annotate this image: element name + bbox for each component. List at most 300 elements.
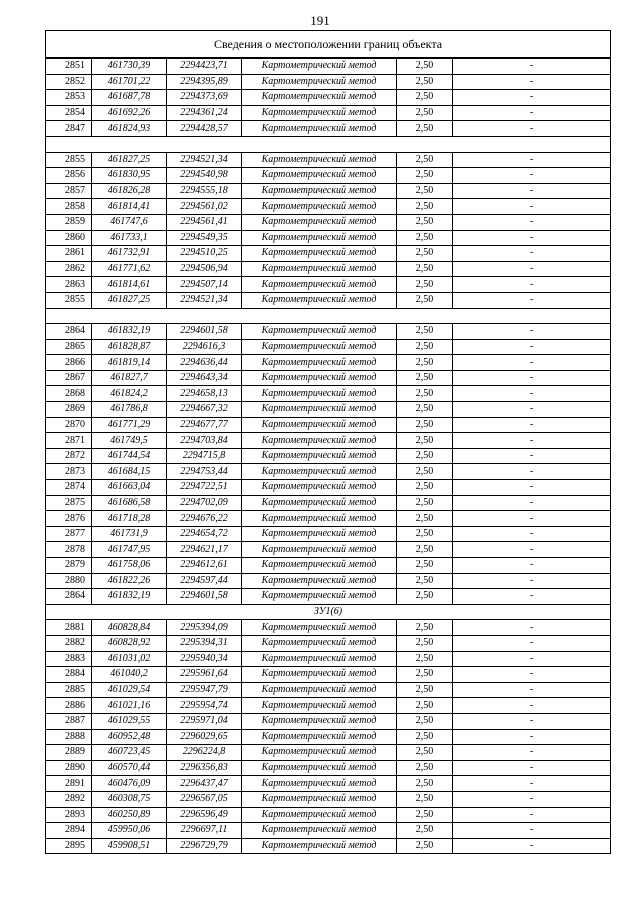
x-coordinate-cell: 461771,29 xyxy=(92,417,167,433)
point-number-cell: 2854 xyxy=(46,105,92,121)
accuracy-cell: 2,50 xyxy=(397,682,453,698)
x-coordinate-cell: 461749,5 xyxy=(92,433,167,449)
y-coordinate-cell: 2295394,09 xyxy=(167,620,242,636)
accuracy-cell: 2,50 xyxy=(397,402,453,418)
description-cell: - xyxy=(453,823,611,839)
method-cell: Картометрический метод xyxy=(242,370,397,386)
table-row xyxy=(46,261,611,277)
accuracy-cell: 2,50 xyxy=(397,74,453,90)
table-row xyxy=(46,402,611,418)
x-coordinate-cell: 461827,25 xyxy=(92,152,167,168)
x-coordinate-cell: 460570,44 xyxy=(92,760,167,776)
table-row xyxy=(46,480,611,496)
table-row xyxy=(46,339,611,355)
table-row xyxy=(46,713,611,729)
x-coordinate-cell: 461824,93 xyxy=(92,121,167,137)
accuracy-cell: 2,50 xyxy=(397,433,453,449)
description-cell: - xyxy=(453,667,611,683)
y-coordinate-cell: 2296697,11 xyxy=(167,823,242,839)
accuracy-cell: 2,50 xyxy=(397,386,453,402)
table-row xyxy=(46,838,611,854)
point-number-cell: 2870 xyxy=(46,417,92,433)
method-cell: Картометрический метод xyxy=(242,558,397,574)
x-coordinate-cell: 461771,62 xyxy=(92,261,167,277)
method-cell: Картометрический метод xyxy=(242,324,397,340)
method-cell: Картометрический метод xyxy=(242,838,397,854)
table-row xyxy=(46,355,611,371)
method-cell: Картометрический метод xyxy=(242,651,397,667)
y-coordinate-cell: 2295954,74 xyxy=(167,698,242,714)
x-coordinate-cell: 461824,2 xyxy=(92,386,167,402)
y-coordinate-cell: 2294601,58 xyxy=(167,324,242,340)
method-cell: Картометрический метод xyxy=(242,480,397,496)
point-number-cell: 2866 xyxy=(46,355,92,371)
table-row xyxy=(46,464,611,480)
x-coordinate-cell: 461031,02 xyxy=(92,651,167,667)
x-coordinate-cell: 461826,28 xyxy=(92,183,167,199)
description-cell: - xyxy=(453,729,611,745)
table-row xyxy=(46,589,611,605)
method-cell: Картометрический метод xyxy=(242,464,397,480)
description-cell: - xyxy=(453,776,611,792)
separator-cell xyxy=(46,308,611,324)
method-cell: Картометрический метод xyxy=(242,635,397,651)
description-cell: - xyxy=(453,58,611,74)
table-row xyxy=(46,370,611,386)
y-coordinate-cell: 2294643,34 xyxy=(167,370,242,386)
x-coordinate-cell: 461040,2 xyxy=(92,667,167,683)
point-number-cell: 2861 xyxy=(46,246,92,262)
x-coordinate-cell: 461827,25 xyxy=(92,292,167,308)
y-coordinate-cell: 2295947,79 xyxy=(167,682,242,698)
x-coordinate-cell: 461828,87 xyxy=(92,339,167,355)
method-cell: Картометрический метод xyxy=(242,246,397,262)
y-coordinate-cell: 2294540,98 xyxy=(167,168,242,184)
method-cell: Картометрический метод xyxy=(242,386,397,402)
description-cell: - xyxy=(453,74,611,90)
y-coordinate-cell: 2294715,8 xyxy=(167,448,242,464)
point-number-cell: 2891 xyxy=(46,776,92,792)
point-number-cell: 2875 xyxy=(46,495,92,511)
x-coordinate-cell: 461744,54 xyxy=(92,448,167,464)
accuracy-cell: 2,50 xyxy=(397,230,453,246)
point-number-cell: 2893 xyxy=(46,807,92,823)
accuracy-cell: 2,50 xyxy=(397,589,453,605)
table-row xyxy=(46,152,611,168)
x-coordinate-cell: 461814,61 xyxy=(92,277,167,293)
table-row xyxy=(46,791,611,807)
table-row xyxy=(46,74,611,90)
y-coordinate-cell: 2294373,69 xyxy=(167,90,242,106)
accuracy-cell: 2,50 xyxy=(397,292,453,308)
y-coordinate-cell: 2294703,84 xyxy=(167,433,242,449)
point-number-cell: 2874 xyxy=(46,480,92,496)
table-title-row xyxy=(46,31,611,59)
description-cell: - xyxy=(453,620,611,636)
point-number-cell: 2851 xyxy=(46,58,92,74)
accuracy-cell: 2,50 xyxy=(397,183,453,199)
table-row xyxy=(46,823,611,839)
point-number-cell: 2890 xyxy=(46,760,92,776)
accuracy-cell: 2,50 xyxy=(397,168,453,184)
description-cell: - xyxy=(453,261,611,277)
y-coordinate-cell: 2294722,51 xyxy=(167,480,242,496)
method-cell: Картометрический метод xyxy=(242,682,397,698)
point-number-cell: 2882 xyxy=(46,635,92,651)
x-coordinate-cell: 461819,14 xyxy=(92,355,167,371)
table-row xyxy=(46,105,611,121)
method-cell: Картометрический метод xyxy=(242,214,397,230)
x-coordinate-cell: 460828,84 xyxy=(92,620,167,636)
x-coordinate-cell: 461686,58 xyxy=(92,495,167,511)
y-coordinate-cell: 2294561,41 xyxy=(167,214,242,230)
y-coordinate-cell: 2294601,58 xyxy=(167,589,242,605)
x-coordinate-cell: 461731,9 xyxy=(92,526,167,542)
point-number-cell: 2868 xyxy=(46,386,92,402)
description-cell: - xyxy=(453,682,611,698)
accuracy-cell: 2,50 xyxy=(397,495,453,511)
table-row xyxy=(46,417,611,433)
point-number-cell: 2892 xyxy=(46,791,92,807)
point-number-cell: 2878 xyxy=(46,542,92,558)
accuracy-cell: 2,50 xyxy=(397,370,453,386)
description-cell: - xyxy=(453,402,611,418)
description-cell: - xyxy=(453,526,611,542)
boundary-coordinates-table xyxy=(45,30,611,854)
y-coordinate-cell: 2294423,71 xyxy=(167,58,242,74)
y-coordinate-cell: 2296224,8 xyxy=(167,745,242,761)
description-cell: - xyxy=(453,183,611,199)
x-coordinate-cell: 461029,55 xyxy=(92,713,167,729)
point-number-cell: 2857 xyxy=(46,183,92,199)
point-number-cell: 2853 xyxy=(46,90,92,106)
x-coordinate-cell: 461786,8 xyxy=(92,402,167,418)
accuracy-cell: 2,50 xyxy=(397,152,453,168)
description-cell: - xyxy=(453,558,611,574)
accuracy-cell: 2,50 xyxy=(397,823,453,839)
table-row xyxy=(46,558,611,574)
y-coordinate-cell: 2296356,83 xyxy=(167,760,242,776)
accuracy-cell: 2,50 xyxy=(397,558,453,574)
y-coordinate-cell: 2296596,49 xyxy=(167,807,242,823)
description-cell: - xyxy=(453,214,611,230)
method-cell: Картометрический метод xyxy=(242,90,397,106)
point-number-cell: 2885 xyxy=(46,682,92,698)
description-cell: - xyxy=(453,292,611,308)
table-row xyxy=(46,667,611,683)
section-label: ЗУ1(6) xyxy=(46,604,611,620)
y-coordinate-cell: 2295961,64 xyxy=(167,667,242,683)
table-row xyxy=(46,433,611,449)
method-cell: Картометрический метод xyxy=(242,526,397,542)
point-number-cell: 2895 xyxy=(46,838,92,854)
method-cell: Картометрический метод xyxy=(242,823,397,839)
table-row xyxy=(46,168,611,184)
accuracy-cell: 2,50 xyxy=(397,324,453,340)
description-cell: - xyxy=(453,105,611,121)
point-number-cell: 2879 xyxy=(46,558,92,574)
y-coordinate-cell: 2296029,65 xyxy=(167,729,242,745)
table-row xyxy=(46,620,611,636)
point-number-cell: 2886 xyxy=(46,698,92,714)
y-coordinate-cell: 2294361,24 xyxy=(167,105,242,121)
accuracy-cell: 2,50 xyxy=(397,355,453,371)
accuracy-cell: 2,50 xyxy=(397,480,453,496)
x-coordinate-cell: 460250,89 xyxy=(92,807,167,823)
description-cell: - xyxy=(453,168,611,184)
method-cell: Картометрический метод xyxy=(242,168,397,184)
point-number-cell: 2877 xyxy=(46,526,92,542)
y-coordinate-cell: 2295971,04 xyxy=(167,713,242,729)
accuracy-cell: 2,50 xyxy=(397,791,453,807)
table-row xyxy=(46,729,611,745)
y-coordinate-cell: 2294616,3 xyxy=(167,339,242,355)
y-coordinate-cell: 2294555,18 xyxy=(167,183,242,199)
x-coordinate-cell: 459908,51 xyxy=(92,838,167,854)
x-coordinate-cell: 461733,1 xyxy=(92,230,167,246)
method-cell: Картометрический метод xyxy=(242,402,397,418)
point-number-cell: 2856 xyxy=(46,168,92,184)
table-row xyxy=(46,246,611,262)
method-cell: Картометрический метод xyxy=(242,807,397,823)
table-row xyxy=(46,682,611,698)
x-coordinate-cell: 461832,19 xyxy=(92,324,167,340)
description-cell: - xyxy=(453,199,611,215)
table-row xyxy=(46,90,611,106)
description-cell: - xyxy=(453,448,611,464)
point-number-cell: 2859 xyxy=(46,214,92,230)
method-cell: Картометрический метод xyxy=(242,277,397,293)
separator-cell xyxy=(46,136,611,152)
x-coordinate-cell: 460723,45 xyxy=(92,745,167,761)
point-number-cell: 2869 xyxy=(46,402,92,418)
point-number-cell: 2862 xyxy=(46,261,92,277)
method-cell: Картометрический метод xyxy=(242,542,397,558)
point-number-cell: 2864 xyxy=(46,324,92,340)
description-cell: - xyxy=(453,542,611,558)
separator-row xyxy=(46,136,611,152)
accuracy-cell: 2,50 xyxy=(397,214,453,230)
x-coordinate-cell: 459950,06 xyxy=(92,823,167,839)
y-coordinate-cell: 2294507,14 xyxy=(167,277,242,293)
table-row xyxy=(46,635,611,651)
y-coordinate-cell: 2295394,31 xyxy=(167,635,242,651)
point-number-cell: 2887 xyxy=(46,713,92,729)
table-row xyxy=(46,214,611,230)
method-cell: Картометрический метод xyxy=(242,776,397,792)
accuracy-cell: 2,50 xyxy=(397,511,453,527)
point-number-cell: 2881 xyxy=(46,620,92,636)
description-cell: - xyxy=(453,90,611,106)
accuracy-cell: 2,50 xyxy=(397,526,453,542)
method-cell: Картометрический метод xyxy=(242,760,397,776)
method-cell: Картометрический метод xyxy=(242,105,397,121)
y-coordinate-cell: 2296729,79 xyxy=(167,838,242,854)
method-cell: Картометрический метод xyxy=(242,511,397,527)
accuracy-cell: 2,50 xyxy=(397,620,453,636)
page-number: 191 xyxy=(310,13,330,28)
method-cell: Картометрический метод xyxy=(242,339,397,355)
description-cell: - xyxy=(453,495,611,511)
x-coordinate-cell: 461684,15 xyxy=(92,464,167,480)
point-number-cell: 2889 xyxy=(46,745,92,761)
method-cell: Картометрический метод xyxy=(242,589,397,605)
table-row xyxy=(46,292,611,308)
accuracy-cell: 2,50 xyxy=(397,667,453,683)
table-title: Сведения о местоположении границ объекта xyxy=(46,31,611,59)
point-number-cell: 2847 xyxy=(46,121,92,137)
description-cell: - xyxy=(453,121,611,137)
accuracy-cell: 2,50 xyxy=(397,713,453,729)
point-number-cell: 2865 xyxy=(46,339,92,355)
y-coordinate-cell: 2294753,44 xyxy=(167,464,242,480)
method-cell: Картометрический метод xyxy=(242,417,397,433)
accuracy-cell: 2,50 xyxy=(397,776,453,792)
method-cell: Картометрический метод xyxy=(242,199,397,215)
point-number-cell: 2880 xyxy=(46,573,92,589)
x-coordinate-cell: 461687,78 xyxy=(92,90,167,106)
point-number-cell: 2863 xyxy=(46,277,92,293)
y-coordinate-cell: 2294702,09 xyxy=(167,495,242,511)
accuracy-cell: 2,50 xyxy=(397,745,453,761)
section-label-row xyxy=(46,604,611,620)
y-coordinate-cell: 2295940,34 xyxy=(167,651,242,667)
method-cell: Картометрический метод xyxy=(242,152,397,168)
description-cell: - xyxy=(453,480,611,496)
method-cell: Картометрический метод xyxy=(242,58,397,74)
point-number-cell: 2852 xyxy=(46,74,92,90)
y-coordinate-cell: 2296567,05 xyxy=(167,791,242,807)
description-cell: - xyxy=(453,433,611,449)
accuracy-cell: 2,50 xyxy=(397,417,453,433)
x-coordinate-cell: 460476,09 xyxy=(92,776,167,792)
x-coordinate-cell: 460828,92 xyxy=(92,635,167,651)
method-cell: Картометрический метод xyxy=(242,448,397,464)
x-coordinate-cell: 461730,39 xyxy=(92,58,167,74)
y-coordinate-cell: 2294521,34 xyxy=(167,292,242,308)
point-number-cell: 2884 xyxy=(46,667,92,683)
method-cell: Картометрический метод xyxy=(242,292,397,308)
table-row xyxy=(46,199,611,215)
accuracy-cell: 2,50 xyxy=(397,651,453,667)
description-cell: - xyxy=(453,511,611,527)
description-cell: - xyxy=(453,339,611,355)
x-coordinate-cell: 461692,26 xyxy=(92,105,167,121)
accuracy-cell: 2,50 xyxy=(397,121,453,137)
description-cell: - xyxy=(453,635,611,651)
table-row xyxy=(46,58,611,74)
accuracy-cell: 2,50 xyxy=(397,573,453,589)
method-cell: Картометрический метод xyxy=(242,495,397,511)
table-row xyxy=(46,183,611,199)
y-coordinate-cell: 2294561,02 xyxy=(167,199,242,215)
table-row xyxy=(46,526,611,542)
x-coordinate-cell: 461758,06 xyxy=(92,558,167,574)
table-row xyxy=(46,698,611,714)
x-coordinate-cell: 461827,7 xyxy=(92,370,167,386)
method-cell: Картометрический метод xyxy=(242,713,397,729)
method-cell: Картометрический метод xyxy=(242,573,397,589)
description-cell: - xyxy=(453,230,611,246)
method-cell: Картометрический метод xyxy=(242,620,397,636)
x-coordinate-cell: 461663,04 xyxy=(92,480,167,496)
description-cell: - xyxy=(453,246,611,262)
y-coordinate-cell: 2294597,44 xyxy=(167,573,242,589)
y-coordinate-cell: 2294510,25 xyxy=(167,246,242,262)
point-number-cell: 2876 xyxy=(46,511,92,527)
separator-row xyxy=(46,308,611,324)
description-cell: - xyxy=(453,838,611,854)
accuracy-cell: 2,50 xyxy=(397,760,453,776)
accuracy-cell: 2,50 xyxy=(397,339,453,355)
description-cell: - xyxy=(453,152,611,168)
point-number-cell: 2894 xyxy=(46,823,92,839)
description-cell: - xyxy=(453,324,611,340)
table-row xyxy=(46,573,611,589)
table-row xyxy=(46,448,611,464)
accuracy-cell: 2,50 xyxy=(397,698,453,714)
description-cell: - xyxy=(453,651,611,667)
description-cell: - xyxy=(453,370,611,386)
description-cell: - xyxy=(453,745,611,761)
point-number-cell: 2855 xyxy=(46,292,92,308)
point-number-cell: 2860 xyxy=(46,230,92,246)
y-coordinate-cell: 2294621,17 xyxy=(167,542,242,558)
x-coordinate-cell: 461747,95 xyxy=(92,542,167,558)
method-cell: Картометрический метод xyxy=(242,121,397,137)
table-row xyxy=(46,511,611,527)
point-number-cell: 2867 xyxy=(46,370,92,386)
point-number-cell: 2883 xyxy=(46,651,92,667)
point-number-cell: 2888 xyxy=(46,729,92,745)
table-row xyxy=(46,760,611,776)
point-number-cell: 2864 xyxy=(46,589,92,605)
accuracy-cell: 2,50 xyxy=(397,105,453,121)
y-coordinate-cell: 2294549,35 xyxy=(167,230,242,246)
y-coordinate-cell: 2294521,34 xyxy=(167,152,242,168)
method-cell: Картометрический метод xyxy=(242,261,397,277)
method-cell: Картометрический метод xyxy=(242,729,397,745)
x-coordinate-cell: 461718,28 xyxy=(92,511,167,527)
point-number-cell: 2873 xyxy=(46,464,92,480)
x-coordinate-cell: 461029,54 xyxy=(92,682,167,698)
description-cell: - xyxy=(453,355,611,371)
table-row xyxy=(46,542,611,558)
method-cell: Картометрический метод xyxy=(242,183,397,199)
y-coordinate-cell: 2294677,77 xyxy=(167,417,242,433)
x-coordinate-cell: 460308,75 xyxy=(92,791,167,807)
y-coordinate-cell: 2294428,57 xyxy=(167,121,242,137)
table-row xyxy=(46,324,611,340)
point-number-cell: 2855 xyxy=(46,152,92,168)
description-cell: - xyxy=(453,277,611,293)
y-coordinate-cell: 2294612,61 xyxy=(167,558,242,574)
description-cell: - xyxy=(453,760,611,776)
x-coordinate-cell: 461747,6 xyxy=(92,214,167,230)
table-row xyxy=(46,776,611,792)
accuracy-cell: 2,50 xyxy=(397,464,453,480)
table-row xyxy=(46,121,611,137)
method-cell: Картометрический метод xyxy=(242,433,397,449)
table-row xyxy=(46,495,611,511)
method-cell: Картометрический метод xyxy=(242,698,397,714)
x-coordinate-cell: 461822,26 xyxy=(92,573,167,589)
x-coordinate-cell: 461701,22 xyxy=(92,74,167,90)
y-coordinate-cell: 2294654,72 xyxy=(167,526,242,542)
accuracy-cell: 2,50 xyxy=(397,807,453,823)
accuracy-cell: 2,50 xyxy=(397,246,453,262)
x-coordinate-cell: 461830,95 xyxy=(92,168,167,184)
